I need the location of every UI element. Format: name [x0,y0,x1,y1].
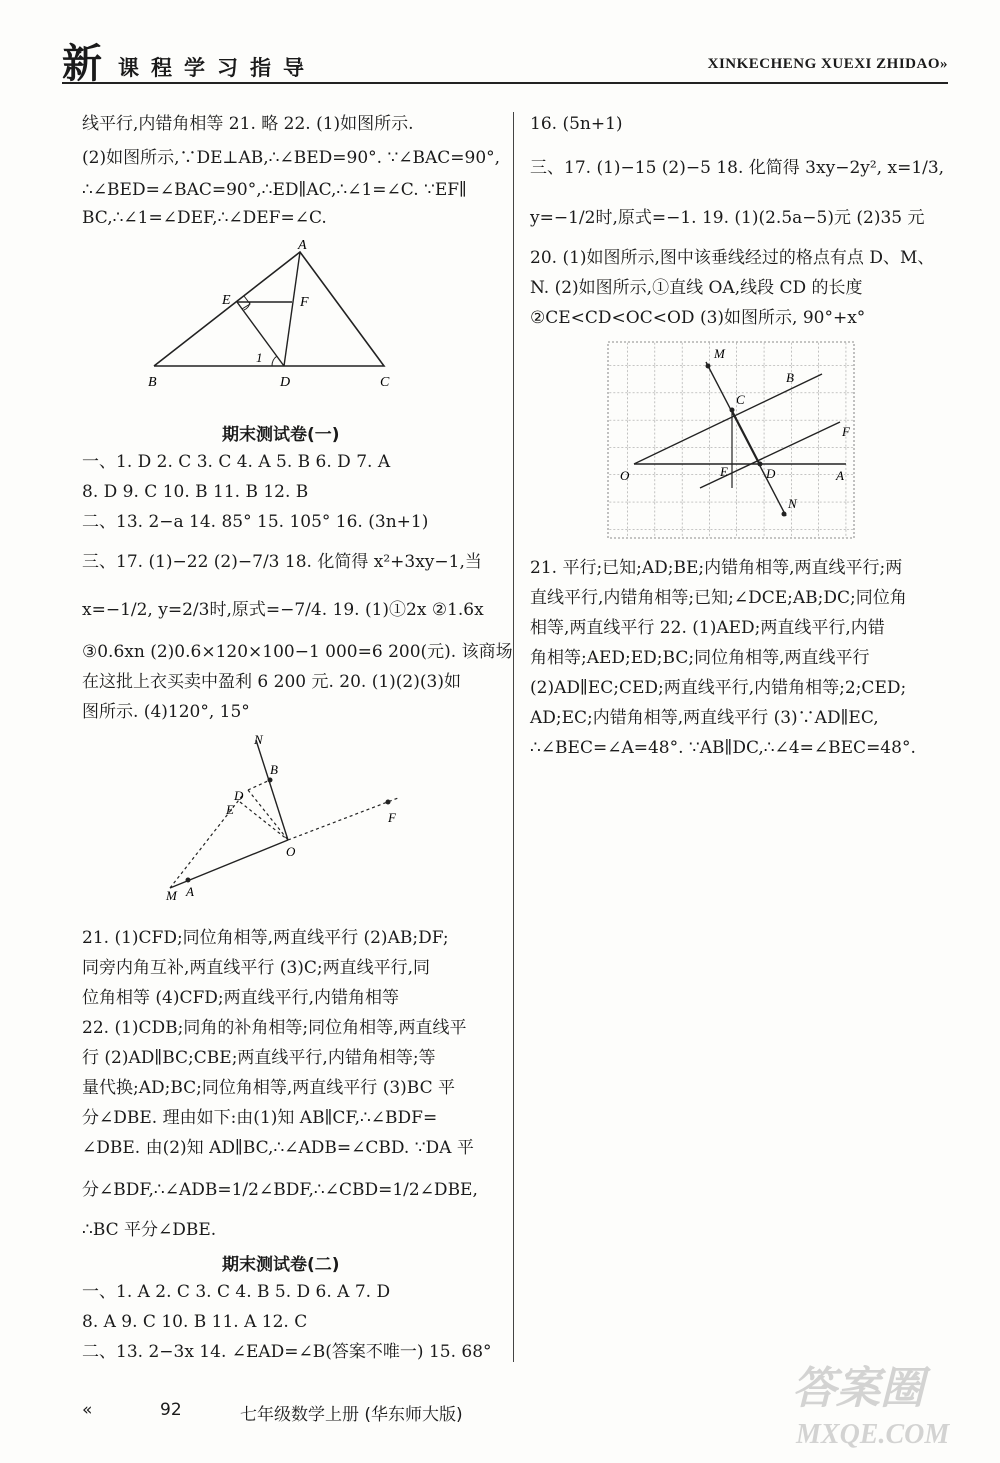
dashed-eo [240,802,288,840]
point-a [186,878,191,883]
page-number: 92 [160,1400,182,1420]
header-title: 课程学习指导 [118,56,316,80]
exam1-line-3: 二、13. 2−a 14. 85° 15. 105° 16. (3n+1) [82,512,429,532]
right-q21-line-2: 直线平行,内错角相等;已知;∠DCE;AB;DC;同位角 [530,588,907,608]
header-logo: 新 [62,40,102,87]
header-rule [62,82,948,84]
label-n: N [254,732,263,747]
right-q21-line-3: 相等,两直线平行 22. (1)AED;两直线平行,内错 [530,618,885,638]
label-c: C [380,375,390,390]
grid-background [608,342,854,538]
dashed-db [248,780,270,790]
exam1-line-8: 图所示. (4)120°, 15° [82,702,250,722]
double-chevron-left-icon: « [82,1400,93,1420]
exam1-line-1: 一、1. D 2. C 3. C 4. A 5. B 6. D 7. A [82,452,391,472]
point-d3 [758,462,763,467]
header-right-text: XINKECHENG XUEXI ZHIDAO [707,56,940,72]
right-line-1: 16. (5n+1) [530,114,623,134]
point-n [782,512,787,517]
point-f [386,800,391,805]
label-a2: A [186,884,194,899]
exam2-line-3: 二、13. 2−3x 14. ∠EAD=∠B(答案不唯一) 15. 68° [82,1342,492,1362]
exam1-line-2: 8. D 9. C 10. B 11. B 12. B [82,482,309,502]
right-q22-line-4: ∴∠BEC=∠A=48°. ∵AB∥DC,∴∠4=∠BEC=48°. [530,738,916,758]
dashed-of [288,798,398,840]
label-b3: B [786,370,794,385]
label-o2: O [286,844,296,859]
exam1-line-4: 三、17. (1)−22 (2)−7/3 18. 化简得 x²+3xy−1,当 [82,552,482,572]
watermark-text-bottom: MXQE.COM [796,1419,950,1450]
left-q22-line-5: ∠DBE. 由(2)知 AD∥BC,∴∠ADB=∠CBD. ∵DA 平 [82,1138,474,1158]
right-q22-line-3: AD;EC;内错角相等,两直线平行 (3)∵AD∥EC, [530,708,879,728]
left-q22-line-6: 分∠BDF,∴∠ADB=1/2∠BDF,∴∠CBD=1/2∠DBE, [82,1180,478,1200]
left-line-3: ∴∠BED=∠BAC=90°,∴ED∥AC,∴∠1=∠C. ∵EF∥ [82,180,467,200]
label-angle-1: 1 [256,350,263,365]
left-q22-line-1: 22. (1)CDB;同角的补角相等;同位角相等,两直线平 [82,1018,467,1038]
label-b: B [148,375,157,390]
left-q22-line-2: 行 (2)AD∥BC;CBE;两直线平行,内错角相等;等 [82,1048,436,1068]
right-q22-line-2: (2)AD∥EC;CED;两直线平行,内错角相等;2;CED; [530,678,907,698]
exam1-line-7: 在这批上衣买卖中盈利 6 200 元. 20. (1)(2)(3)如 [82,672,461,692]
watermark-text-top: 答案圈 [792,1364,924,1413]
label-e3: E [720,464,728,479]
right-q21-line-1: 21. 平行;已知;AD;BE;内错角相等,两直线平行;两 [530,558,903,578]
column-divider [513,112,514,1362]
point-m [706,364,711,369]
left-q21-line-1: 21. (1)CFD;同位角相等,两直线平行 (2)AB;DF; [82,928,449,948]
rays-figure [160,728,420,906]
header-right-title [708,56,948,73]
right-line-2: 三、17. (1)−15 (2)−5 18. 化简得 3xy−2y², x=1/3, [530,158,945,178]
left-q22-line-3: 量代换;AD;BC;同位角相等,两直线平行 (3)BC 平 [82,1078,456,1098]
label-n3: N [788,496,797,511]
label-f3: F [842,424,850,439]
label-a: A [298,238,307,253]
label-e2: E [226,802,234,817]
right-line-5: N. (2)如图所示,①直线 OA,线段 CD 的长度 [530,278,863,298]
point-c [730,408,735,413]
watermark-logo [772,1353,982,1453]
right-line-4: 20. (1)如图所示,图中该垂线经过的格点有点 D、M、 [530,248,935,268]
left-line-2: (2)如图所示,∵DE⊥AB,∴∠BED=90°. ∵∠BAC=90°, [82,148,501,168]
label-d3: D [766,466,776,481]
right-line-3: y=−1/2时,原式=−1. 19. (1)(2.5a−5)元 (2)35 元 [530,208,925,228]
label-d: D [280,375,291,390]
double-chevron-right-icon: » [940,56,948,72]
dashed-do [248,790,288,840]
label-m2: M [166,888,177,903]
label-f2: F [388,810,396,825]
label-f: F [300,295,309,310]
triangle-abc [154,252,384,366]
ray-ob [256,740,288,840]
label-a3: A [836,468,844,483]
left-q21-line-3: 位角相等 (4)CFD;两直线平行,内错角相等 [82,988,400,1008]
exam2-line-2: 8. A 9. C 10. B 11. A 12. C [82,1312,308,1332]
exam1-line-5: x=−1/2, y=2/3时,原式=−7/4. 19. (1)①2x ②1.6x [82,600,484,620]
exam2-title: 期末测试卷(二) [222,1255,340,1275]
left-q21-line-2: 同旁内角互补,两直线平行 (3)C;两直线平行,同 [82,958,431,978]
right-q22-line-1: 角相等;AED;ED;BC;同位角相等,两直线平行 [530,648,870,668]
left-line-4: BC,∴∠1=∠DEF,∴∠DEF=∠C. [82,208,327,228]
book-title: 七年级数学上册 (华东师大版) [240,1405,463,1425]
point-b [268,778,273,783]
exam2-line-1: 一、1. A 2. C 3. C 4. B 5. D 6. A 7. D [82,1282,391,1302]
exam1-line-6: ③0.6xn (2)0.6×120×100−1 000=6 200(元). 该商场 [82,642,513,662]
left-q22-line-4: 分∠DBE. 理由如下:由(1)知 AB∥CF,∴∠BDF= [82,1108,438,1128]
triangle-figure [140,238,400,390]
right-line-6: ②CE<CD<OC<OD (3)如图所示, 90°+x° [530,308,866,328]
label-b2: B [270,762,278,777]
segment-ad [284,252,300,366]
grid-figure [600,338,866,542]
exam1-title: 期末测试卷(一) [222,425,340,445]
left-line-1: 线平行,内错角相等 21. 略 22. (1)如图所示. [82,114,414,134]
label-e: E [222,293,231,308]
label-o3: O [620,468,630,483]
label-m3: M [714,346,725,361]
left-q22-line-7: ∴BC 平分∠DBE. [82,1220,217,1240]
label-d2: D [234,788,244,803]
angle-1-arc [272,356,277,366]
label-c3: C [736,392,745,407]
